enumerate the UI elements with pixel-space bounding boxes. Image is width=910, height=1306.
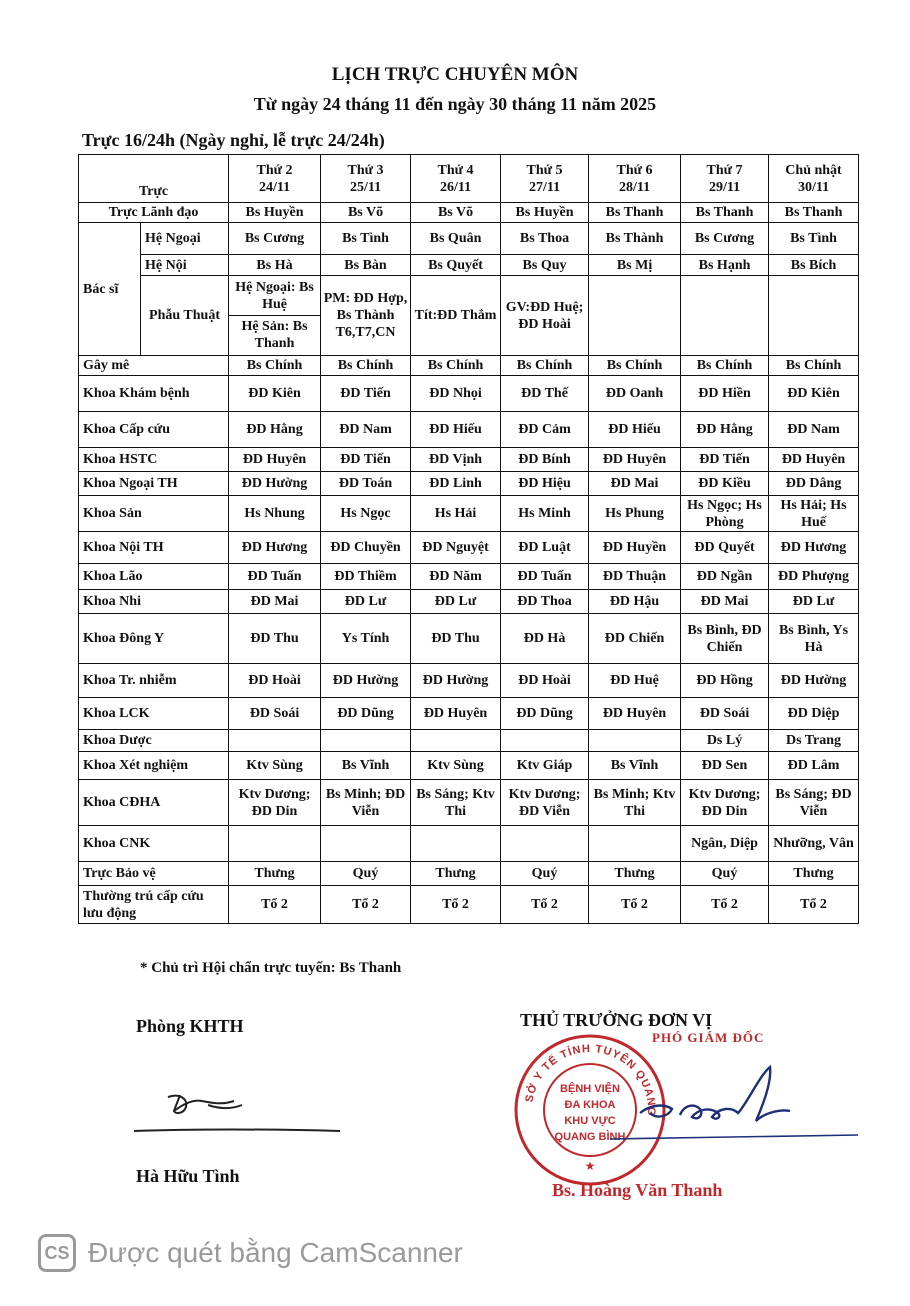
table-cell: ĐD Huyền [589,532,681,564]
table-cell: Hs Hải [411,496,501,532]
department-rows [79,356,859,924]
table-cell: Bs Tình [321,223,411,255]
table-cell: ĐD Hường [321,664,411,698]
table-cell: Thưng [589,862,681,886]
right-sign-subtitle: PHÓ GIÁM ĐỐC [652,1030,765,1045]
table-cell: Ngân, Diệp [681,826,769,862]
table-cell: ĐD Hằng [681,412,769,448]
table-cell: ĐD Kiều [681,472,769,496]
table-cell: Bs Vĩnh [589,752,681,780]
table-cell: ĐD Thu [411,614,501,664]
table-cell: ĐD Dâng [769,472,859,496]
table-cell: ĐD Vịnh [411,448,501,472]
table-cell: ĐD Tuấn [229,564,321,590]
row-label: Khoa Khám bệnh [79,376,229,412]
row-label: Khoa CĐHA [79,780,229,826]
table-cell: ĐD Thoa [501,590,589,614]
table-row [79,448,859,472]
table-cell: Hs Ngọc; Hs Phòng [681,496,769,532]
row-label: Khoa LCK [79,698,229,730]
table-row [79,472,859,496]
table-cell: ĐD Huyên [589,698,681,730]
stamp-line: BỆNH VIỆN [560,1083,620,1095]
table-cell: GV:ĐD Huệ; ĐD Hoài [501,276,589,356]
star-icon: ★ [584,1159,596,1173]
row-label: Phẫu Thuật [141,276,229,356]
table-cell: ĐD Mai [589,472,681,496]
table-cell: Bs Cương [229,223,321,255]
table-cell: Thưng [229,862,321,886]
table-cell: Bs Chính [501,356,589,376]
left-sign-name: Hà Hữu Tình [136,1166,240,1186]
row-label: Gây mê [79,356,229,376]
table-cell: Bs Sáng; ĐD Viễn [769,780,859,826]
table-cell: Quý [321,862,411,886]
table-cell: Hs Minh [501,496,589,532]
table-cell: Hs Nhung [229,496,321,532]
table-cell: Bs Bình, Ys Hà [769,614,859,664]
table-cell: Ktv Giáp [501,752,589,780]
shift-subtitle: Trực 16/24h (Ngày nghỉ, lễ trực 24/24h) [82,130,385,150]
table-cell: Bs Cương [681,223,769,255]
table-cell: ĐD Hậu [589,590,681,614]
table-cell [321,826,411,862]
table-cell: Bs Mị [589,255,681,276]
table-cell [589,276,681,356]
row-label: Trực Bảo vệ [79,862,229,886]
table-cell: Bs Sáng; Ktv Thi [411,780,501,826]
table-row [79,862,859,886]
table-cell: Bs Thanh [681,203,769,223]
table-cell: Thưng [411,862,501,886]
table-cell: Bs Chính [769,356,859,376]
table-cell: Ktv Sùng [411,752,501,780]
day-header: Thứ 6 28/11 [589,155,681,203]
table-cell: Bs Minh; ĐD Viễn [321,780,411,826]
footnote: * Chủ trì Hội chẩn trực tuyến: Bs Thanh [140,960,402,976]
row-label: Hệ Ngoại [141,223,229,255]
table-row [79,752,859,780]
table-cell: ĐD Hiếu [589,412,681,448]
row-label: Khoa Ngoại TH [79,472,229,496]
table-cell: ĐD Nam [769,412,859,448]
signature-left [130,1075,350,1145]
right-sign-title: THỦ TRƯỞNG ĐƠN VỊ [520,1010,713,1030]
table-cell: ĐD Lâm [769,752,859,780]
table-cell: ĐD Nhọi [411,376,501,412]
table-cell: ĐD Hương [229,532,321,564]
row-label: Khoa Đông Y [79,614,229,664]
table-cell: Bs Vĩnh [321,752,411,780]
table-cell: ĐD Huyên [229,448,321,472]
table-cell: ĐD Linh [411,472,501,496]
table-cell: ĐD Ngần [681,564,769,590]
table-cell: ĐD Lư [769,590,859,614]
row-label: Khoa Tr. nhiễm [79,664,229,698]
table-cell: Tổ 2 [681,886,769,924]
table-cell: PM: ĐD Hợp, Bs Thành T6,T7,CN [321,276,411,356]
table-cell: ĐD Sen [681,752,769,780]
table-cell: Bs Hạnh [681,255,769,276]
table-cell: ĐD Thu [229,614,321,664]
scanner-watermark [38,1234,463,1272]
table-cell: ĐD Tiến [681,448,769,472]
row-label: Khoa Cấp cứu [79,412,229,448]
table-cell [229,826,321,862]
table-cell: Hệ Ngoại: Bs Huệ Hệ Sản: Bs Thanh [229,276,321,356]
table-cell: Tổ 2 [411,886,501,924]
row-label: Thường trú cấp cứu lưu động [79,886,229,924]
row-label: Khoa Nhi [79,590,229,614]
table-cell: Bs Bình, ĐD Chiến [681,614,769,664]
table-cell [769,276,859,356]
table-cell: ĐD Dũng [501,698,589,730]
table-cell: ĐD Hiệu [501,472,589,496]
doctor-ngoai-row [79,223,859,255]
table-cell: Bs Chính [229,356,321,376]
table-cell: ĐD Hường [411,664,501,698]
table-cell: ĐD Hường [229,472,321,496]
table-cell: Nhưỡng, Vân [769,826,859,862]
table-cell: Bs Thanh [769,203,859,223]
table-cell: Ktv Sùng [229,752,321,780]
table-cell: ĐD Hồng [681,664,769,698]
table-cell [589,826,681,862]
table-row [79,564,859,590]
stamp-line: QUANG BÌNH [554,1131,626,1143]
table-cell: Tổ 2 [501,886,589,924]
row-label: Hệ Nội [141,255,229,276]
table-cell: ĐD Lư [411,590,501,614]
table-cell: Bs Thanh [589,203,681,223]
table-cell: Hs Phung [589,496,681,532]
table-cell: Bs Võ [411,203,501,223]
table-cell: Bs Thành [589,223,681,255]
table-cell: ĐD Mai [681,590,769,614]
stamp-line: ĐA KHOA [564,1099,616,1111]
table-cell [501,826,589,862]
table-row [79,590,859,614]
table-cell: Thưng [769,862,859,886]
row-label: Khoa Xét nghiệm [79,752,229,780]
doctor-surgery-row [79,276,859,356]
stamp-ring-text: SỞ Y TẾ TỈNH TUYÊN QUANG [523,1042,658,1117]
day-header: Thứ 3 25/11 [321,155,411,203]
table-cell: ĐD Quyết [681,532,769,564]
table-cell: ĐD Kiên [229,376,321,412]
table-cell: ĐD Lư [321,590,411,614]
day-header: Thứ 2 24/11 [229,155,321,203]
doctor-noi-row [79,255,859,276]
day-header: Chủ nhật 30/11 [769,155,859,203]
table-cell: ĐD Thuận [589,564,681,590]
table-cell: Quý [681,862,769,886]
table-cell: ĐD Tuấn [501,564,589,590]
table-cell: ĐD Mai [229,590,321,614]
table-cell: ĐD Huyên [769,448,859,472]
table-cell: Hs Hải; Hs Huế [769,496,859,532]
table-cell: ĐD Hằng [229,412,321,448]
table-cell: ĐD Bính [501,448,589,472]
table-cell: Ds Trang [769,730,859,752]
table-row [79,826,859,862]
row-label: Trực Lãnh đạo [79,203,229,223]
table-cell [321,730,411,752]
table-cell [411,826,501,862]
document-title: LỊCH TRỰC CHUYÊN MÔN [331,64,579,85]
table-row [79,412,859,448]
schedule-table [78,154,859,924]
table-cell: ĐD Tiến [321,448,411,472]
table-row [79,664,859,698]
row-label: Khoa HSTC [79,448,229,472]
table-cell [681,276,769,356]
day-header: Thứ 4 26/11 [411,155,501,203]
table-cell: Bs Bàn [321,255,411,276]
table-cell: ĐD Kiên [769,376,859,412]
table-cell: Tít:ĐD Thắm [411,276,501,356]
table-row [79,886,859,924]
row-label: Khoa Nội TH [79,532,229,564]
table-cell: ĐD Huyên [589,448,681,472]
right-sign-name: Bs. Hoàng Văn Thanh [552,1180,723,1200]
row-label: Khoa Sản [79,496,229,532]
table-row [79,356,859,376]
table-cell: ĐD Thế [501,376,589,412]
table-cell: ĐD Hoài [229,664,321,698]
table-cell [229,730,321,752]
table-cell [589,730,681,752]
table-cell: ĐD Toán [321,472,411,496]
table-cell [501,730,589,752]
table-cell: Bs Minh; Ktv Thi [589,780,681,826]
table-cell: Tổ 2 [229,886,321,924]
table-cell: Bs Quyết [411,255,501,276]
leadership-row [79,203,859,223]
table-cell: ĐD Hương [769,532,859,564]
table-cell: Tổ 2 [769,886,859,924]
doctor-group-label: Bác sĩ [79,223,141,356]
table-cell: Bs Chính [321,356,411,376]
table-cell: ĐD Dũng [321,698,411,730]
table-cell: Tổ 2 [589,886,681,924]
table-cell: ĐD Nam [321,412,411,448]
camscanner-icon: CS [38,1234,76,1272]
table-cell: ĐD Hoài [501,664,589,698]
table-cell: ĐD Soái [229,698,321,730]
table-cell: Ktv Dương; ĐD Din [229,780,321,826]
table-cell: Bs Võ [321,203,411,223]
table-cell: ĐD Oanh [589,376,681,412]
scanner-text: Được quét bằng CamScanner [88,1237,463,1268]
row-label: Khoa Dược [79,730,229,752]
table-cell: Bs Chính [589,356,681,376]
table-cell: Ktv Dương; ĐD Din [681,780,769,826]
table-cell: Quý [501,862,589,886]
table-cell: ĐD Tiến [321,376,411,412]
table-cell: ĐD Huyên [411,698,501,730]
table-cell: ĐD Soái [681,698,769,730]
table-cell: ĐD Năm [411,564,501,590]
table-cell: Bs Chính [681,356,769,376]
table-cell: Bs Huyền [229,203,321,223]
table-cell: ĐD Chuyền [321,532,411,564]
table-cell: Bs Huyền [501,203,589,223]
table-cell: Ktv Dương; ĐD Viễn [501,780,589,826]
table-row [79,496,859,532]
table-cell: ĐD Chiến [589,614,681,664]
table-cell: ĐD Hà [501,614,589,664]
row-label: Khoa CNK [79,826,229,862]
table-cell: Ds Lý [681,730,769,752]
table-cell: Ys Tính [321,614,411,664]
table-cell: ĐD Cảm [501,412,589,448]
table-cell: Bs Tình [769,223,859,255]
table-row [79,698,859,730]
table-cell: Hs Ngọc [321,496,411,532]
table-cell: Bs Thoa [501,223,589,255]
table-cell: Bs Chính [411,356,501,376]
table-cell: Bs Hà [229,255,321,276]
corner-cell: Trực [79,155,229,203]
table-cell: ĐD Hiền [681,376,769,412]
table-row [79,532,859,564]
date-range: Từ ngày 24 tháng 11 đến ngày 30 tháng 11 năm 2025 [253,94,657,114]
table-row [79,730,859,752]
table-cell: ĐD Huệ [589,664,681,698]
table-cell: Bs Quân [411,223,501,255]
table-row [79,376,859,412]
table-cell: Tổ 2 [321,886,411,924]
stamp-line: KHU VỰC [564,1115,616,1127]
table-cell [411,730,501,752]
header-row [79,155,859,203]
row-label: Khoa Lão [79,564,229,590]
day-header: Thứ 7 29/11 [681,155,769,203]
table-cell: ĐD Hiếu [411,412,501,448]
left-sign-dept: Phòng KHTH [136,1016,244,1036]
table-cell: ĐD Luật [501,532,589,564]
day-header: Thứ 5 27/11 [501,155,589,203]
table-row [79,614,859,664]
table-cell: Bs Bích [769,255,859,276]
table-cell: ĐD Hường [769,664,859,698]
table-row [79,780,859,826]
table-cell: Bs Quy [501,255,589,276]
table-cell: ĐD Diệp [769,698,859,730]
table-cell: ĐD Nguyệt [411,532,501,564]
signature-right [610,1055,860,1155]
table-cell: ĐD Thiềm [321,564,411,590]
table-cell: ĐD Phượng [769,564,859,590]
